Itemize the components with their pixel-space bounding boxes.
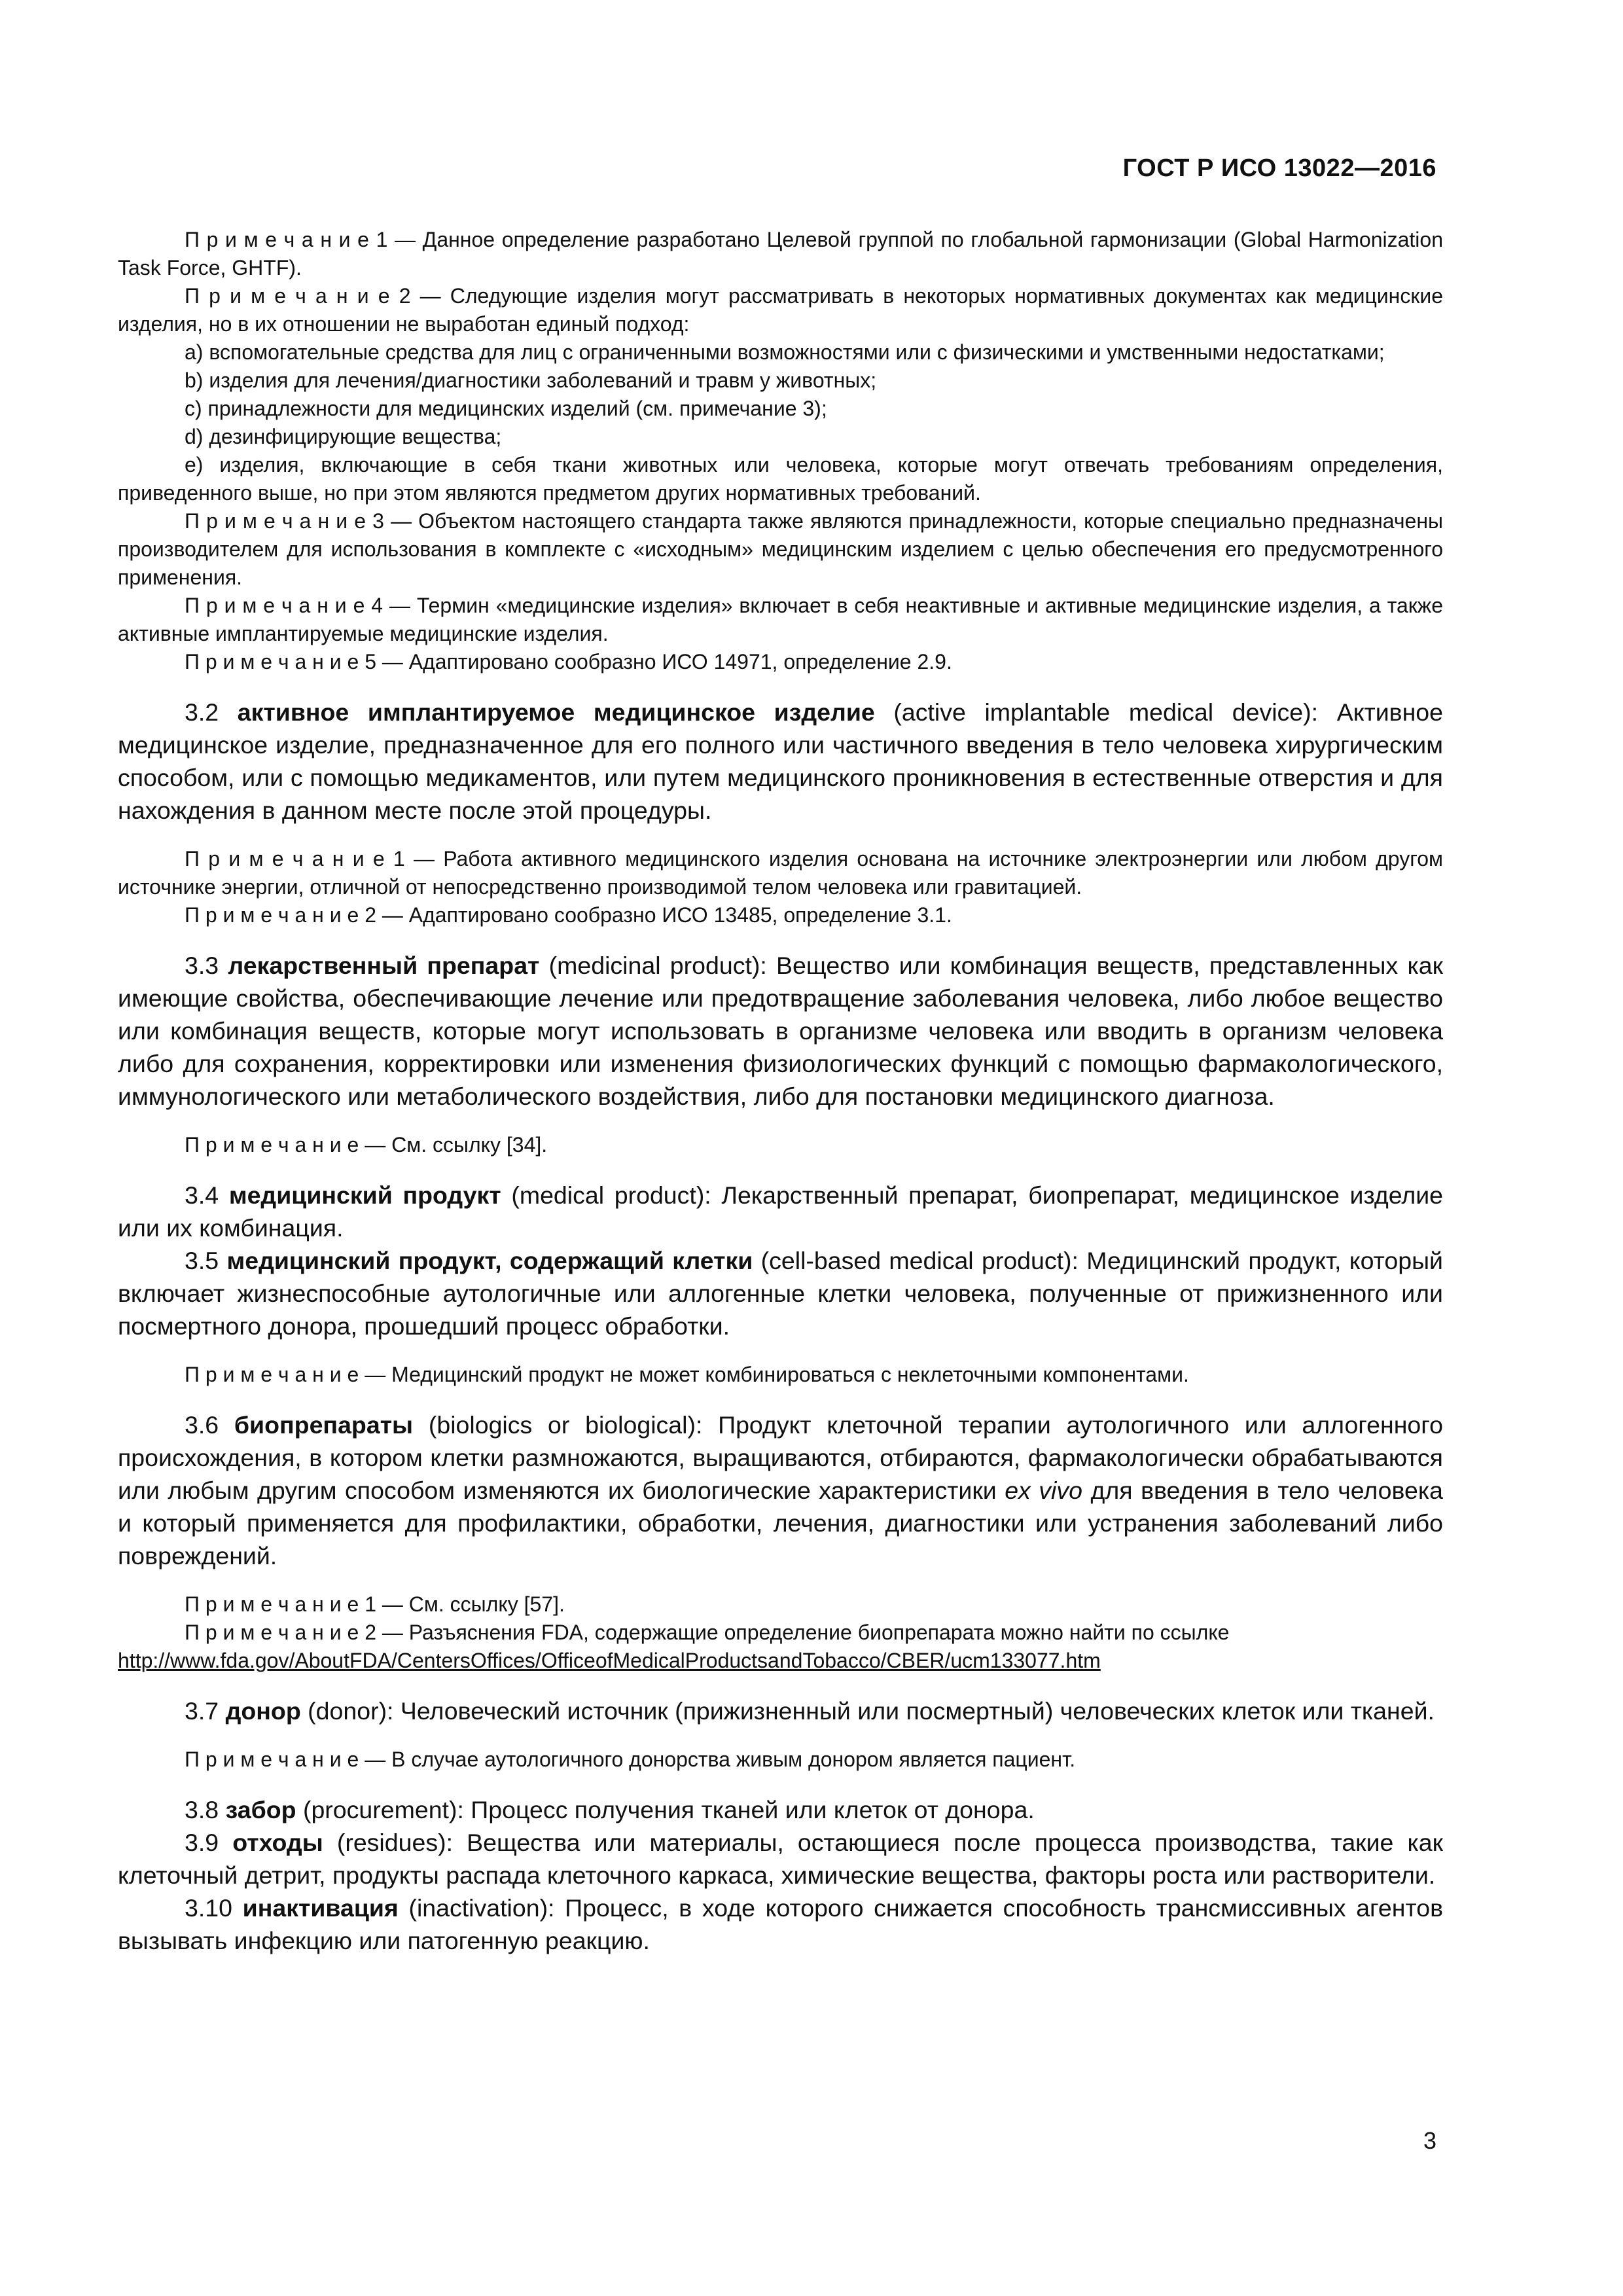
note-label: П р и м е ч а н и е 1 [185, 228, 388, 251]
clause-number: 3.7 [185, 1697, 226, 1725]
note-text: — Адаптировано сообразно ИСО 13485, определение 3.1. [376, 903, 952, 927]
fda-link[interactable]: http://www.fda.gov/AboutFDA/CentersOffices/OfficeofMedicalProductsandTobacco/CBER/ucm133077.htm [118, 1649, 1101, 1672]
note-label: П р и м е ч а н и е 1 [185, 1592, 376, 1616]
note-label: П р и м е ч а н и е [185, 1363, 359, 1386]
note-paragraph [118, 1746, 1443, 1774]
note-paragraph [118, 1619, 1443, 1647]
note-text: — Работа активного медицинского изделия основана на источнике электроэнергии или любом другом источнике энергии, отличной от непосредственно производимой телом человека или гравитацией. [118, 847, 1444, 899]
definition-3-2 [118, 696, 1443, 827]
note-label: П р и м е ч а н и е 2 [185, 284, 411, 308]
note-text: — Разъяснения FDA, содержащие определение биопрепарата можно найти по ссылке [376, 1621, 1230, 1644]
definition-text: (donor): Человеческий источник (прижизненный или посмертный) человеческих клеток или тканей. [300, 1697, 1435, 1725]
definition-text: (residues): Вещества или материалы, остающиеся после процесса производства, такие как клеточный детрит, продукты распада клеточного каркаса, химические вещества, факторы роста или растворители. [118, 1829, 1443, 1889]
definition-3-7 [118, 1695, 1443, 1727]
defined-term: медицинский продукт [228, 1181, 501, 1209]
note-text: — См. ссылку [34]. [359, 1133, 548, 1157]
clause-number: 3.8 [185, 1796, 226, 1823]
note-paragraph [118, 226, 1443, 282]
note-label: П р и м е ч а н и е [185, 1748, 359, 1771]
clause-number: 3.9 [185, 1829, 233, 1856]
note-text: — Объектом настоящего стандарта также являются принадлежности, которые специально предназначены производителем для использования в комплекте с «исходным» медицинским изделием с целью обеспечения его предусмотренного применения. [118, 509, 1443, 589]
definition-text: (active implantable medical device): Активное медицинское изделие, предназначенное для его полного или частичного введения в тело человека хирургическим способом, или с помощью медикаментов, или путем медицинского проникновения в естественные отверстия и для нахождения в данном месте после этой процедуры. [118, 698, 1444, 824]
definition-3-6 [118, 1408, 1443, 1572]
note-text: — См. ссылку [57]. [376, 1592, 565, 1616]
note-label: П р и м е ч а н и е 2 [185, 903, 376, 927]
note-paragraph [118, 1361, 1443, 1389]
list-item-d: d) дезинфицирующие вещества; [185, 425, 502, 448]
note-paragraph [118, 845, 1443, 901]
note-paragraph [118, 1131, 1443, 1159]
note-paragraph [118, 282, 1443, 338]
definition-3-5 [118, 1244, 1443, 1342]
defined-term: отходы [232, 1829, 323, 1856]
note-paragraph [118, 507, 1443, 592]
note-label: П р и м е ч а н и е 4 [185, 594, 383, 617]
definition-text: для введения в тело человека и который применяется для профилактики, обработки, лечения, диагностики или устранения заболеваний либо повреждений. [118, 1477, 1443, 1570]
defined-term: забор [225, 1796, 296, 1823]
definition-text: (procurement): Процесс получения тканей или клеток от донора. [296, 1796, 1035, 1823]
definition-text: (inactivation): Процесс, в ходе которого снижается способность трансмиссивных агентов вызывать инфекцию или патогенную реакцию. [118, 1894, 1444, 1954]
definition-3-4 [118, 1179, 1443, 1244]
list-item-b: b) изделия для лечения/диагностики заболеваний и травм у животных; [185, 368, 877, 392]
clause-number: 3.3 [185, 952, 228, 979]
definition-text: (medicinal product): Вещество или комбинация веществ, представленных как имеющие свойства, обеспечивающие лечение или предотвращение заболевания человека, либо любое вещество или комбинация веществ, которые могут использовать в организме человека или вводить в организм человека либо для сохранения, корректировки или изменения физиологических функций с помощью фармакологического, иммунологического или метаболического воздействия, либо для постановки медицинского диагноза. [118, 952, 1443, 1110]
note-label: П р и м е ч а н и е 3 [185, 509, 384, 533]
page-number: 3 [1423, 2127, 1436, 2154]
definition-3-3 [118, 949, 1443, 1113]
definition-3-8 [118, 1793, 1443, 1826]
defined-term: медицинский продукт, содержащий клетки [226, 1247, 753, 1274]
note-label: П р и м е ч а н и е [185, 1133, 359, 1157]
definition-text: (medical product): Лекарственный препарат, биопрепарат, медицинское изделие или их комбинация. [118, 1181, 1443, 1242]
defined-term: донор [225, 1697, 301, 1725]
clause-number: 3.10 [185, 1894, 243, 1922]
definition-3-10 [118, 1892, 1443, 1957]
note-text: — Следующие изделия могут рассматривать в некоторых нормативных документах как медицинские изделия, но в их отношении не выработан единый подход: [118, 284, 1443, 336]
definition-text: (cell-based medical product): Медицинский продукт, который включает жизнеспособные аутологичные или аллогенные клетки человека, полученные от прижизненного или посмертного донора, прошедший процесс обработки. [118, 1247, 1443, 1340]
document-code-header: ГОСТ Р ИСО 13022—2016 [1122, 154, 1436, 182]
list-item-e: e) изделия, включающие в себя ткани животных или человека, которые могут отвечать требованиям определения, приведенного выше, но при этом являются предметом других нормативных требований. [118, 453, 1443, 505]
note-text: — Термин «медицинские изделия» включает в себя неактивные и активные медицинские изделия, а также активные имплантируемые медицинские изделия. [118, 594, 1444, 645]
definition-3-9 [118, 1826, 1443, 1892]
defined-term: лекарственный препарат [228, 952, 540, 979]
note-text: — Данное определение разработано Целевой группой по глобальной гармонизации (Global Harmonization Task Force, GHTF). [118, 228, 1444, 279]
page-content [118, 226, 1443, 1957]
note-text: — В случае аутологичного донорства живым донором является пациент. [359, 1748, 1076, 1771]
note-label: П р и м е ч а н и е 5 [185, 650, 376, 673]
note-paragraph [118, 592, 1443, 648]
definition-text: (biologics or biological): Продукт клеточной терапии аутологичного или аллогенного происхождения, в котором клетки размножаются, выращиваются, отбираются, фармакологически обрабатываются или любым другим способом изменяются их биологические характеристики [118, 1411, 1443, 1504]
note-label: П р и м е ч а н и е 2 [185, 1621, 376, 1644]
defined-term: активное имплантируемое медицинское изделие [237, 698, 875, 726]
note-text: — Медицинский продукт не может комбинироваться с неклеточными компонентами. [359, 1363, 1189, 1386]
note-paragraph [118, 1590, 1443, 1619]
note-text: — Адаптировано сообразно ИСО 14971, определение 2.9. [376, 650, 952, 673]
clause-number: 3.5 [185, 1247, 227, 1274]
note-paragraph [118, 648, 1443, 676]
list-item-c: c) принадлежности для медицинских изделий (см. примечание 3); [185, 397, 827, 420]
clause-number: 3.6 [185, 1411, 234, 1439]
list-item-a: a) вспомогательные средства для лиц с ограниченными возможностями или с физическими и умственными недостатками; [185, 340, 1385, 364]
clause-number: 3.4 [185, 1181, 229, 1209]
latin-term: ex vivo [1005, 1477, 1082, 1504]
note-label: П р и м е ч а н и е 1 [185, 847, 405, 870]
defined-term: инактивация [242, 1894, 399, 1922]
defined-term: биопрепараты [234, 1411, 414, 1439]
clause-number: 3.2 [185, 698, 238, 726]
note-paragraph [118, 901, 1443, 929]
